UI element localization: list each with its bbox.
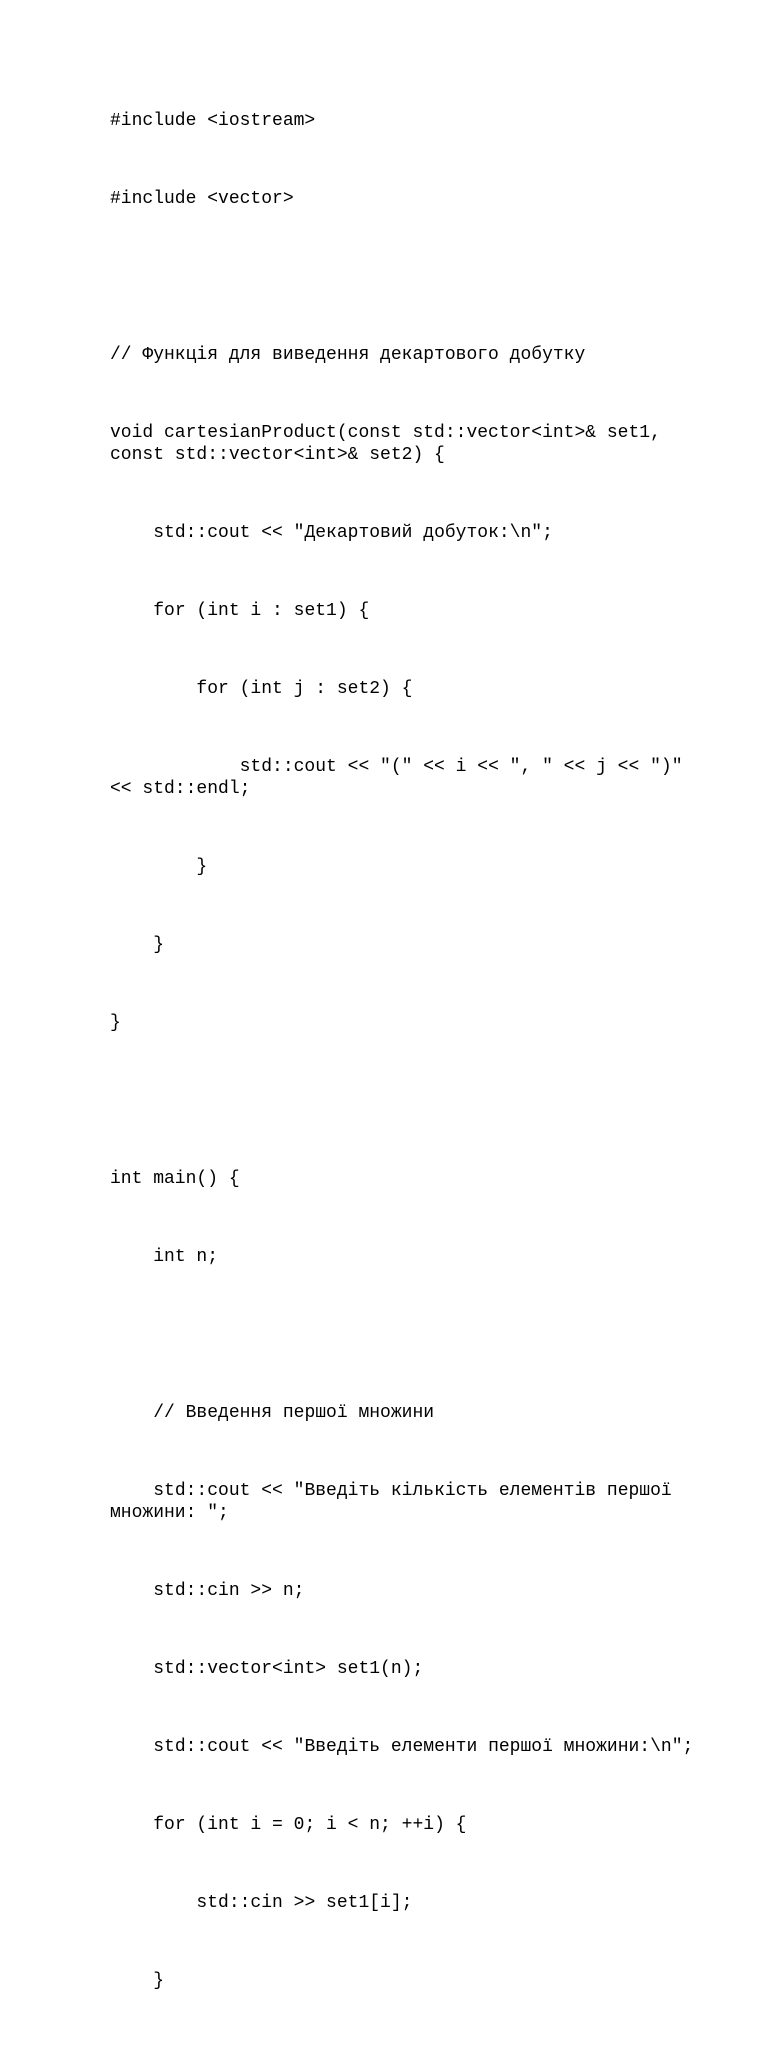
code-line: std::cin >> n; [110, 1581, 305, 1601]
code-line: void cartesianProduct(const std::vector<int>& set1, const std::vector<int>& set2) { [110, 423, 672, 465]
code-line: } [110, 1013, 121, 1033]
blank-line [110, 266, 710, 288]
code-line: int main() { [110, 1169, 240, 1189]
code-listing [110, 66, 710, 2048]
code-line: std::cout << "(" << i << ", " << j << ")" << std::endl; [110, 757, 694, 799]
blank-line [110, 1090, 710, 1112]
code-comment: // Функція для виведення декартового добутку [110, 345, 586, 365]
code-line: #include <iostream> [110, 111, 316, 131]
code-comment: // Введення першої множини [110, 1403, 435, 1423]
code-line: for (int j : set2) { [110, 679, 413, 699]
code-line: int n; [110, 1247, 219, 1267]
blank-line [110, 1324, 710, 1346]
code-line: for (int i : set1) { [110, 601, 370, 621]
code-line: #include <vector> [110, 189, 294, 209]
code-line: std::cout << "Введіть кількість елементів першої множини: "; [110, 1481, 683, 1523]
code-line: std::cout << "Введіть елементи першої множини:\n"; [110, 1737, 694, 1757]
code-line: } [110, 857, 208, 877]
code-line: std::cout << "Декартовий добуток:\n"; [110, 523, 553, 543]
code-line: std::vector<int> set1(n); [110, 1659, 424, 1679]
code-line: for (int i = 0; i < n; ++i) { [110, 1815, 467, 1835]
code-line: std::cin >> set1[i]; [110, 1893, 413, 1913]
code-line: } [110, 935, 165, 955]
code-line: } [110, 1971, 165, 1991]
